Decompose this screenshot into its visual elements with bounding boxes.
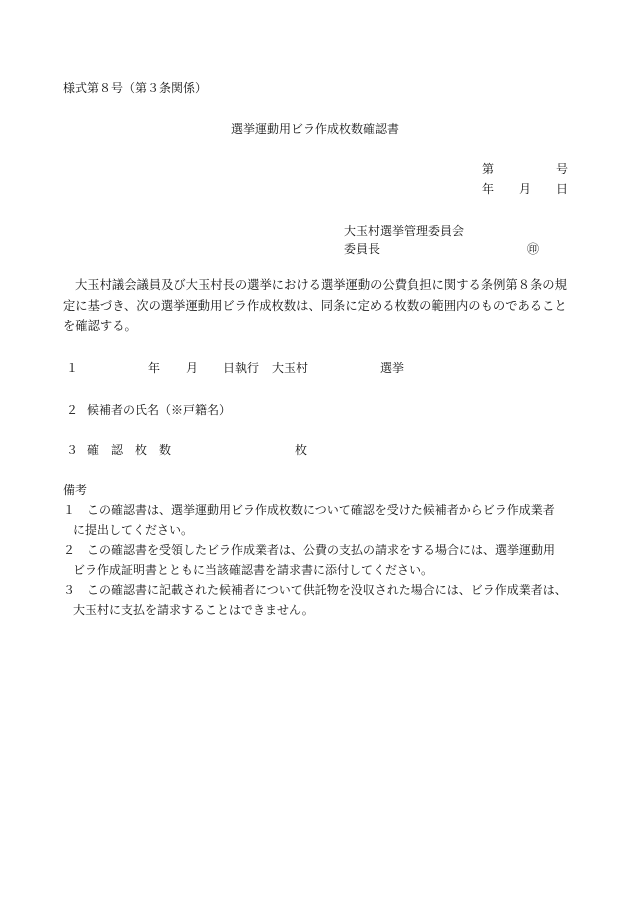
reference-number-prefix: 第	[482, 162, 495, 176]
body-paragraph	[63, 275, 571, 337]
item-1-election: 選挙	[380, 361, 405, 375]
item-1-month: 月	[186, 361, 199, 375]
remark-note	[63, 500, 573, 540]
item-2-number: ２	[66, 403, 79, 417]
item-2-label: 候補者の氏名（※戸籍名）	[87, 403, 232, 417]
document-title: 選挙運動用ビラ作成枚数確認書	[230, 122, 399, 136]
form-number: 様式第８号（第３条関係）	[63, 81, 208, 95]
item-1-year: 年	[148, 361, 161, 375]
remark-text: に提出してください。	[73, 523, 194, 537]
date-day-label: 日	[556, 182, 569, 196]
remark-note	[63, 540, 573, 580]
remark-text: この確認書を受領したビラ作成業者は、公費の支払の請求をする場合には、選挙運動用	[87, 543, 556, 557]
remark-number: ２	[63, 543, 76, 557]
item-1-number: １	[66, 361, 79, 375]
item-1-village: 大玉村	[272, 361, 309, 375]
item-3-label: 確 認 枚 数	[87, 443, 172, 457]
seal-mark: ㊞	[527, 242, 540, 256]
remarks-heading: 備考	[63, 483, 88, 497]
remark-note	[63, 580, 573, 620]
date-month-label: 月	[519, 182, 532, 196]
issuer-committee: 大玉村選挙管理委員会	[344, 224, 465, 238]
body-line: を確認する。	[63, 319, 137, 333]
item-1-day-executed: 日執行	[223, 361, 260, 375]
remark-number: ３	[63, 583, 76, 597]
remark-text: ビラ作成証明書とともに当該確認書を請求書に添付してください。	[73, 563, 434, 577]
remark-text: この確認書は、選挙運動用ビラ作成枚数について確認を受けた候補者からビラ作成業者	[87, 503, 555, 517]
reference-number-suffix: 号	[556, 162, 569, 176]
item-3-number: ３	[66, 443, 79, 457]
body-line: 定に基づき、次の選挙運動用ビラ作成枚数は、同条に定める枚数の範囲内のものであること	[63, 298, 567, 313]
remark-text: 大玉村に支払を請求することはできません。	[73, 603, 314, 617]
body-line: 大玉村議会議員及び大玉村長の選挙における選挙運動の公費負担に関する条例第８条の規	[75, 278, 567, 292]
issuer-chair: 委員長	[344, 242, 381, 256]
date-year-label: 年	[482, 182, 495, 196]
item-3-unit: 枚	[295, 443, 308, 457]
remark-number: １	[63, 503, 76, 517]
remark-text: この確認書に記載された候補者について供託物を没収された場合には、ビラ作成業者は、	[87, 583, 567, 597]
